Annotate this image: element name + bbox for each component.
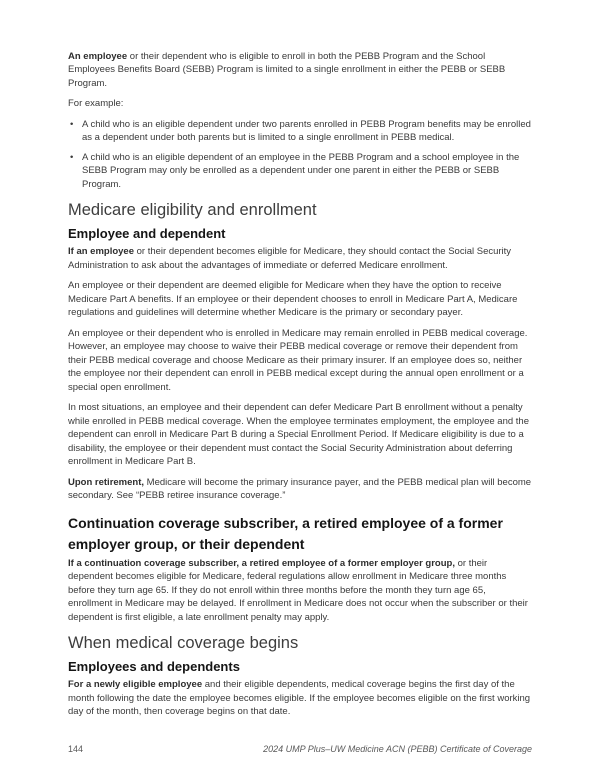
paragraph-medicare-remain-enrolled: An employee or their dependent who is enrolled in Medicare may remain enrolled in PEBB medical coverage. However, an employee may choose to waive their PEBB medical coverage or remove their dependent from their PEBB medical coverage and choose Medicare as their primary insurer. If an employee does so, neither the employee nor their dependent can enroll in PEBB medical except during the annual open enrollment or a special open enrollment. bbox=[68, 327, 528, 393]
subheading-employee-and-dependent: Employee and dependent bbox=[68, 226, 226, 242]
list-item-bullet-1 bbox=[68, 118, 532, 145]
example-bullet-list bbox=[68, 118, 532, 191]
heading-when-medical-coverage-begins: When medical coverage begins bbox=[68, 634, 299, 653]
list-item-bullet-2 bbox=[68, 151, 532, 191]
paragraph-continuation-coverage-medicare bbox=[68, 557, 532, 624]
page-content bbox=[68, 50, 532, 725]
paragraph-medicare-contact-ssa bbox=[68, 245, 532, 272]
paragraph-text: Medicare will become the primary insurance payer, and the PEBB medical plan will become secondary. See “PEBB retiree insurance coverage.” bbox=[68, 476, 532, 502]
list-item-text: A child who is an eligible dependent of an employee in the PEBB Program and a school employee in the SEBB Program may only be enrolled as a dependent under one parent in either the PEBB or SEBB Program. bbox=[82, 151, 520, 190]
paragraph-newly-eligible-employee bbox=[68, 678, 532, 718]
paragraph-for-example: For example: bbox=[68, 98, 124, 110]
heading-medicare-eligibility: Medicare eligibility and enrollment bbox=[68, 201, 317, 220]
paragraph-medicare-part-a: An employee or their dependent are deemed eligible for Medicare when they have the option to receive Medicare Part A benefits. If an employee or their dependent chooses to enroll in Medicare Part A, Medicare regulations and guidelines will determine whether Medicare is the primary or secondary payer. bbox=[68, 280, 518, 319]
bold-lead: If an employee bbox=[68, 246, 134, 258]
footer-doc-title: 2024 UMP Plus–UW Medicine ACN (PEBB) Certificate of Coverage bbox=[263, 744, 532, 754]
page-footer bbox=[68, 744, 532, 754]
bold-lead: If a continuation coverage subscriber, a retired employee of a former employer group, bbox=[68, 557, 455, 569]
bold-lead: For a newly eligible employee bbox=[68, 679, 203, 691]
list-item-text: A child who is an eligible dependent under two parents enrolled in PEBB Program benefits may be enrolled as a dependent under both parents but is limited to a single enrollment in PEBB medical. bbox=[82, 118, 531, 144]
paragraph-medicare-part-b-deferral: In most situations, an employee and their dependent can defer Medicare Part B enrollment without a penalty while enrolled in PEBB medical coverage. When the employee terminates employment, the employee and the dependent can enroll in Medicare Part B during a Special Enrollment Period. If Medicare eligibility is due to a disability, the employee or their dependent must contact the Social Security Administration about deferring enrollment in Medicare Part B. bbox=[68, 402, 530, 468]
paragraph-dual-enrollment-limit bbox=[68, 50, 532, 90]
paragraph-upon-retirement bbox=[68, 476, 532, 503]
paragraph-text: or their dependent becomes eligible for Medicare, they should contact the Social Security Administration to ask about the advantages of immediate or deferred Medicare enrollment. bbox=[68, 246, 512, 271]
page-number: 144 bbox=[68, 744, 84, 754]
bold-lead: An employee bbox=[68, 51, 128, 62]
paragraph-text: or their dependent becomes eligible for Medicare, federal regulations allow enrollment in Medicare three months before they turn age 65. If they do not enroll within three months before the month they turn age 65, enrollment in Medicare may be delayed. If enrollment in Medicare does not occur when the subscriber or their dependent is first eligible, a late enrollment penalty may apply. bbox=[68, 557, 528, 623]
paragraph-text: or their dependent who is eligible to enroll in both the PEBB Program and the School Employees Benefits Board (SEBB) Program is limited to a single enrollment in either the PEBB or SEBB Program. bbox=[68, 51, 506, 89]
paragraph-text: and their eligible dependents, medical coverage begins the first day of the month following the date the employee becomes eligible. If the employee becomes eligible on the first working day of the month, then coverage begins on that date. bbox=[68, 679, 531, 717]
bold-lead: Upon retirement, bbox=[68, 476, 145, 488]
subheading-employees-and-dependents: Employees and dependents bbox=[68, 659, 240, 675]
subheading-continuation-coverage-subscriber: Continuation coverage subscriber, a retired employee of a former employer group, or their dependent bbox=[68, 514, 503, 552]
